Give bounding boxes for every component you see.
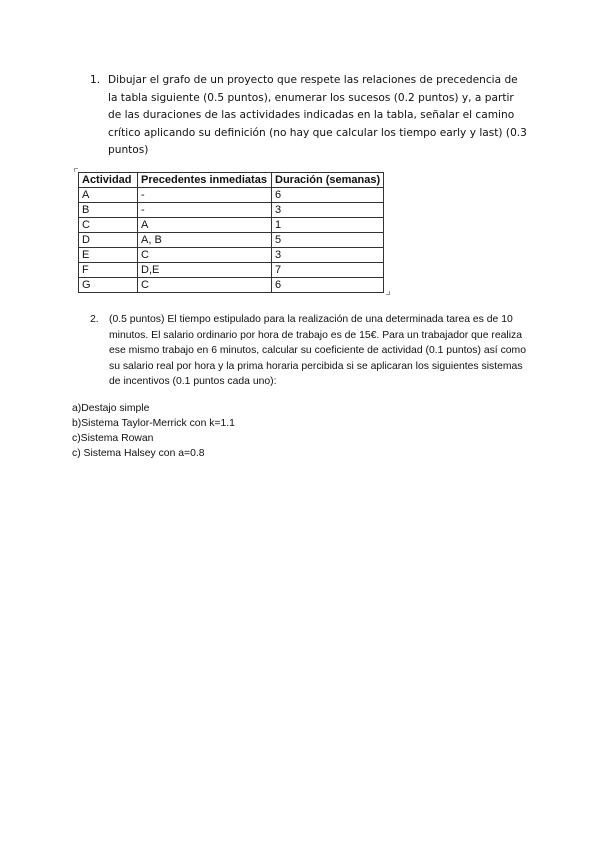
cell-precedents: - — [138, 203, 272, 218]
cell-activity: C — [79, 218, 138, 233]
cell-activity: G — [79, 278, 138, 293]
question-1 — [90, 72, 530, 160]
table-row — [79, 203, 384, 218]
cell-activity: D — [79, 233, 138, 248]
cell-duration: 6 — [272, 278, 384, 293]
cell-activity: E — [79, 248, 138, 263]
cell-precedents: A, B — [138, 233, 272, 248]
list-item: c) Sistema Halsey con a=0.8 — [72, 448, 205, 459]
cell-duration: 6 — [272, 188, 384, 203]
incentive-options-list — [72, 401, 235, 461]
cell-precedents: D,E — [138, 263, 272, 278]
question-2-number: 2. — [90, 314, 99, 325]
question-1-number: 1. — [90, 74, 101, 86]
table-row — [79, 278, 384, 293]
cell-precedents: C — [138, 278, 272, 293]
question-1-text: Dibujar el grafo de un proyecto que respete las relaciones de precedencia de la tabla siguiente (0.5 puntos), enumerar los sucesos (0.2 puntos) y, a partir de las duraciones de las actividades indicadas en la tabla, señalar el camino crítico aplicando su definición (no hay que calcular los tiempo early y last) (0.3 puntos) — [108, 74, 527, 156]
table-header-row — [79, 173, 384, 188]
table-row — [79, 248, 384, 263]
cell-duration: 3 — [272, 248, 384, 263]
cell-precedents: C — [138, 248, 272, 263]
header-duracion: Duración (semanas) — [272, 173, 384, 188]
table-row — [79, 263, 384, 278]
cell-duration: 1 — [272, 218, 384, 233]
precedence-table — [78, 172, 384, 293]
cell-duration: 3 — [272, 203, 384, 218]
cell-precedents: - — [138, 188, 272, 203]
list-item: a)Destajo simple — [72, 403, 150, 414]
question-2 — [90, 312, 530, 390]
cell-activity: F — [79, 263, 138, 278]
list-item: b)Sistema Taylor-Merrick con k=1.1 — [72, 418, 235, 429]
list-item: c)Sistema Rowan — [72, 433, 154, 444]
table-corner-mark — [386, 291, 390, 295]
header-actividad: Actividad — [79, 173, 138, 188]
cell-activity: A — [79, 188, 138, 203]
table-row — [79, 233, 384, 248]
cell-precedents: A — [138, 218, 272, 233]
cell-activity: B — [79, 203, 138, 218]
question-2-text: (0.5 puntos) El tiempo estipulado para la realización de una determinada tarea es de 10 minutos. El salario ordinario por hora de trabajo es de 15€. Para un trabajador que realiza ese mismo trabajo en 6 minutos, calcular su coeficiente de actividad (0.1 puntos) así como su salario real por hora y la prima horaria percibida si se aplicaran los siguientes sistemas de incentivos (0.1 puntos cada uno): — [109, 314, 526, 387]
activities-table — [78, 172, 384, 293]
table-row — [79, 188, 384, 203]
header-precedentes: Precedentes inmediatas — [138, 173, 272, 188]
cell-duration: 7 — [272, 263, 384, 278]
cell-duration: 5 — [272, 233, 384, 248]
table-row — [79, 218, 384, 233]
